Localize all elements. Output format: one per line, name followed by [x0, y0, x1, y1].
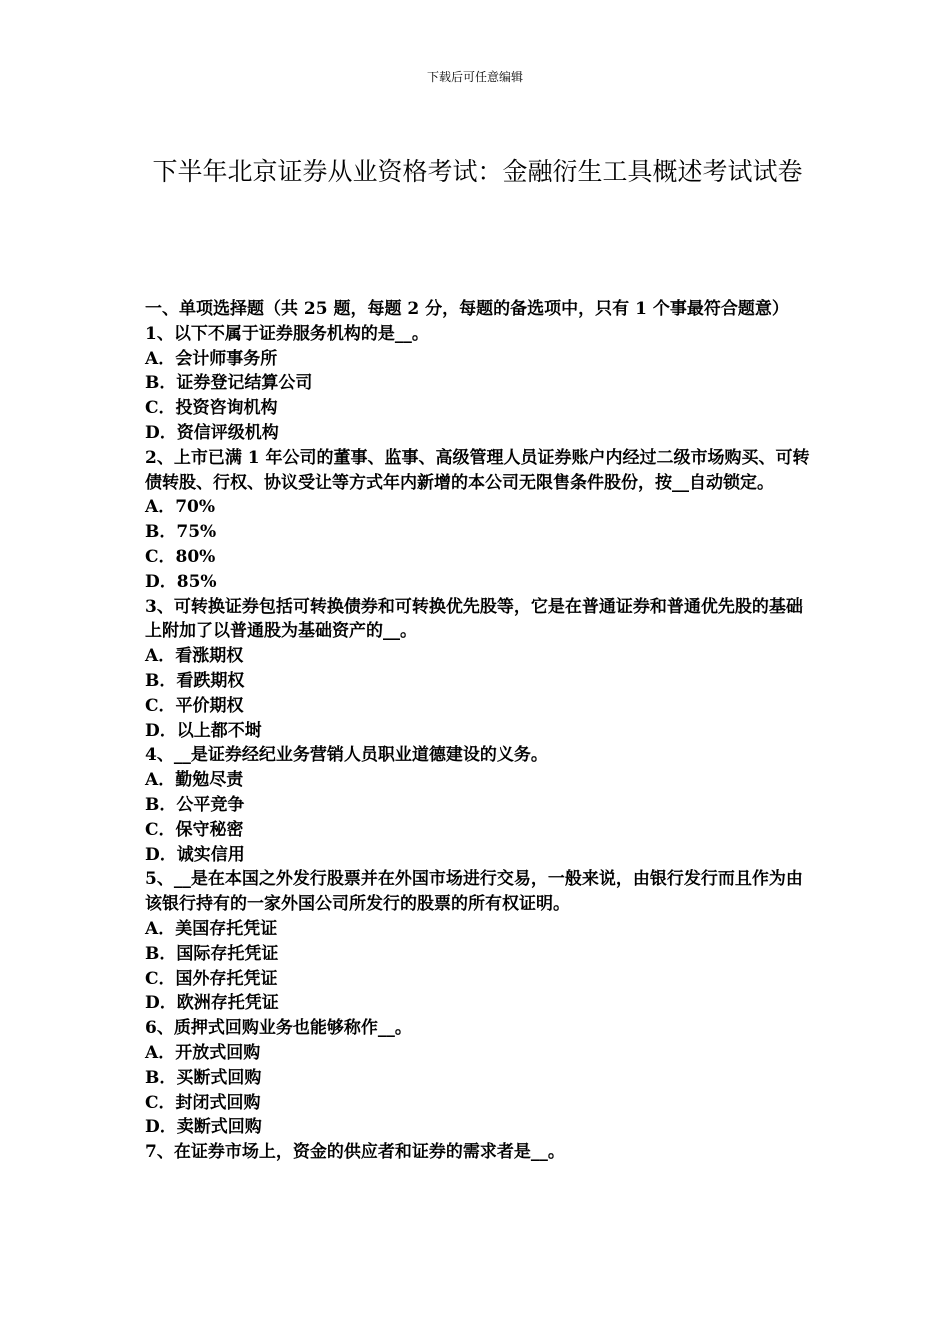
- question-7: [145, 1140, 810, 1165]
- option-b: B．75%: [145, 522, 217, 543]
- section-heading: 一、单项选择题（共 25 题，每题 2 分，每题的备选项中，只有 1 个事最符合题意）: [145, 299, 789, 319]
- option-b: B．买断式回购: [145, 1067, 262, 1088]
- question-2: [145, 446, 810, 595]
- option-c: C．保守秘密: [145, 819, 244, 840]
- option-a: A．70%: [145, 497, 216, 518]
- option-c: C．封闭式回购: [145, 1092, 261, 1113]
- question-stem: 4、__是证券经纪业务营销人员职业道德建设的义务。: [145, 745, 548, 766]
- question-4: [145, 743, 810, 867]
- option-a: A．开放式回购: [145, 1042, 261, 1063]
- option-d: D．以上都不埘: [145, 720, 262, 741]
- option-d: D．85%: [145, 571, 217, 592]
- option-b: B．公平竞争: [145, 794, 245, 815]
- question-3: [145, 595, 810, 744]
- option-a: A．美国存托凭证: [145, 918, 278, 939]
- question-stem: 2、上市已满 1 年公司的董事、监事、高级管理人员证券账户内经过二级市场购买、可转债转股、行权、协议受让等方式年内新增的本公司无限售条件股份，按__自动锁定。: [145, 447, 810, 493]
- option-b: B．国际存托凭证: [145, 943, 279, 964]
- question-stem: 3、可转换证券包括可转换债券和可转换优先股等，它是在普通证券和普通优先股的基础上附加了以普通股为基础资产的__。: [145, 596, 803, 642]
- header-note: 下载后可任意编辑: [426, 70, 523, 84]
- option-d: D．欧洲存托凭证: [145, 993, 279, 1014]
- option-a: A．会计师事务所: [145, 348, 278, 369]
- option-a: A．勤勉尽责: [145, 770, 244, 791]
- question-stem: 7、在证券市场上，资金的供应者和证券的需求者是__。: [145, 1142, 565, 1163]
- question-1: [145, 322, 810, 446]
- option-a: A．看涨期权: [145, 646, 244, 667]
- option-c: C．国外存托凭证: [145, 968, 278, 989]
- option-c: C．80%: [145, 546, 216, 567]
- question-stem: 5、__是在本国之外发行股票并在外国市场进行交易，一般来说，由银行发行而且作为由该银行持有的一家外国公司所发行的股票的所有权证明。: [145, 869, 803, 915]
- document-title: 下半年北京证券从业资格考试：金融衍生工具概述考试试卷: [152, 157, 803, 186]
- question-stem: 6、质押式回购业务也能够称作__。: [145, 1018, 412, 1039]
- question-5: [145, 867, 810, 1016]
- option-d: D．卖断式回购: [145, 1117, 262, 1138]
- question-list: [145, 297, 810, 1165]
- option-b: B．看跌期权: [145, 670, 245, 691]
- question-6: [145, 1016, 810, 1140]
- option-c: C．投资咨询机构: [145, 398, 278, 419]
- option-d: D．诚实信用: [145, 844, 245, 865]
- option-c: C．平价期权: [145, 695, 244, 716]
- option-b: B．证券登记结算公司: [145, 373, 313, 394]
- question-stem: 1、以下不属于证券服务机构的是__。: [145, 323, 429, 344]
- option-d: D．资信评级机构: [145, 422, 279, 443]
